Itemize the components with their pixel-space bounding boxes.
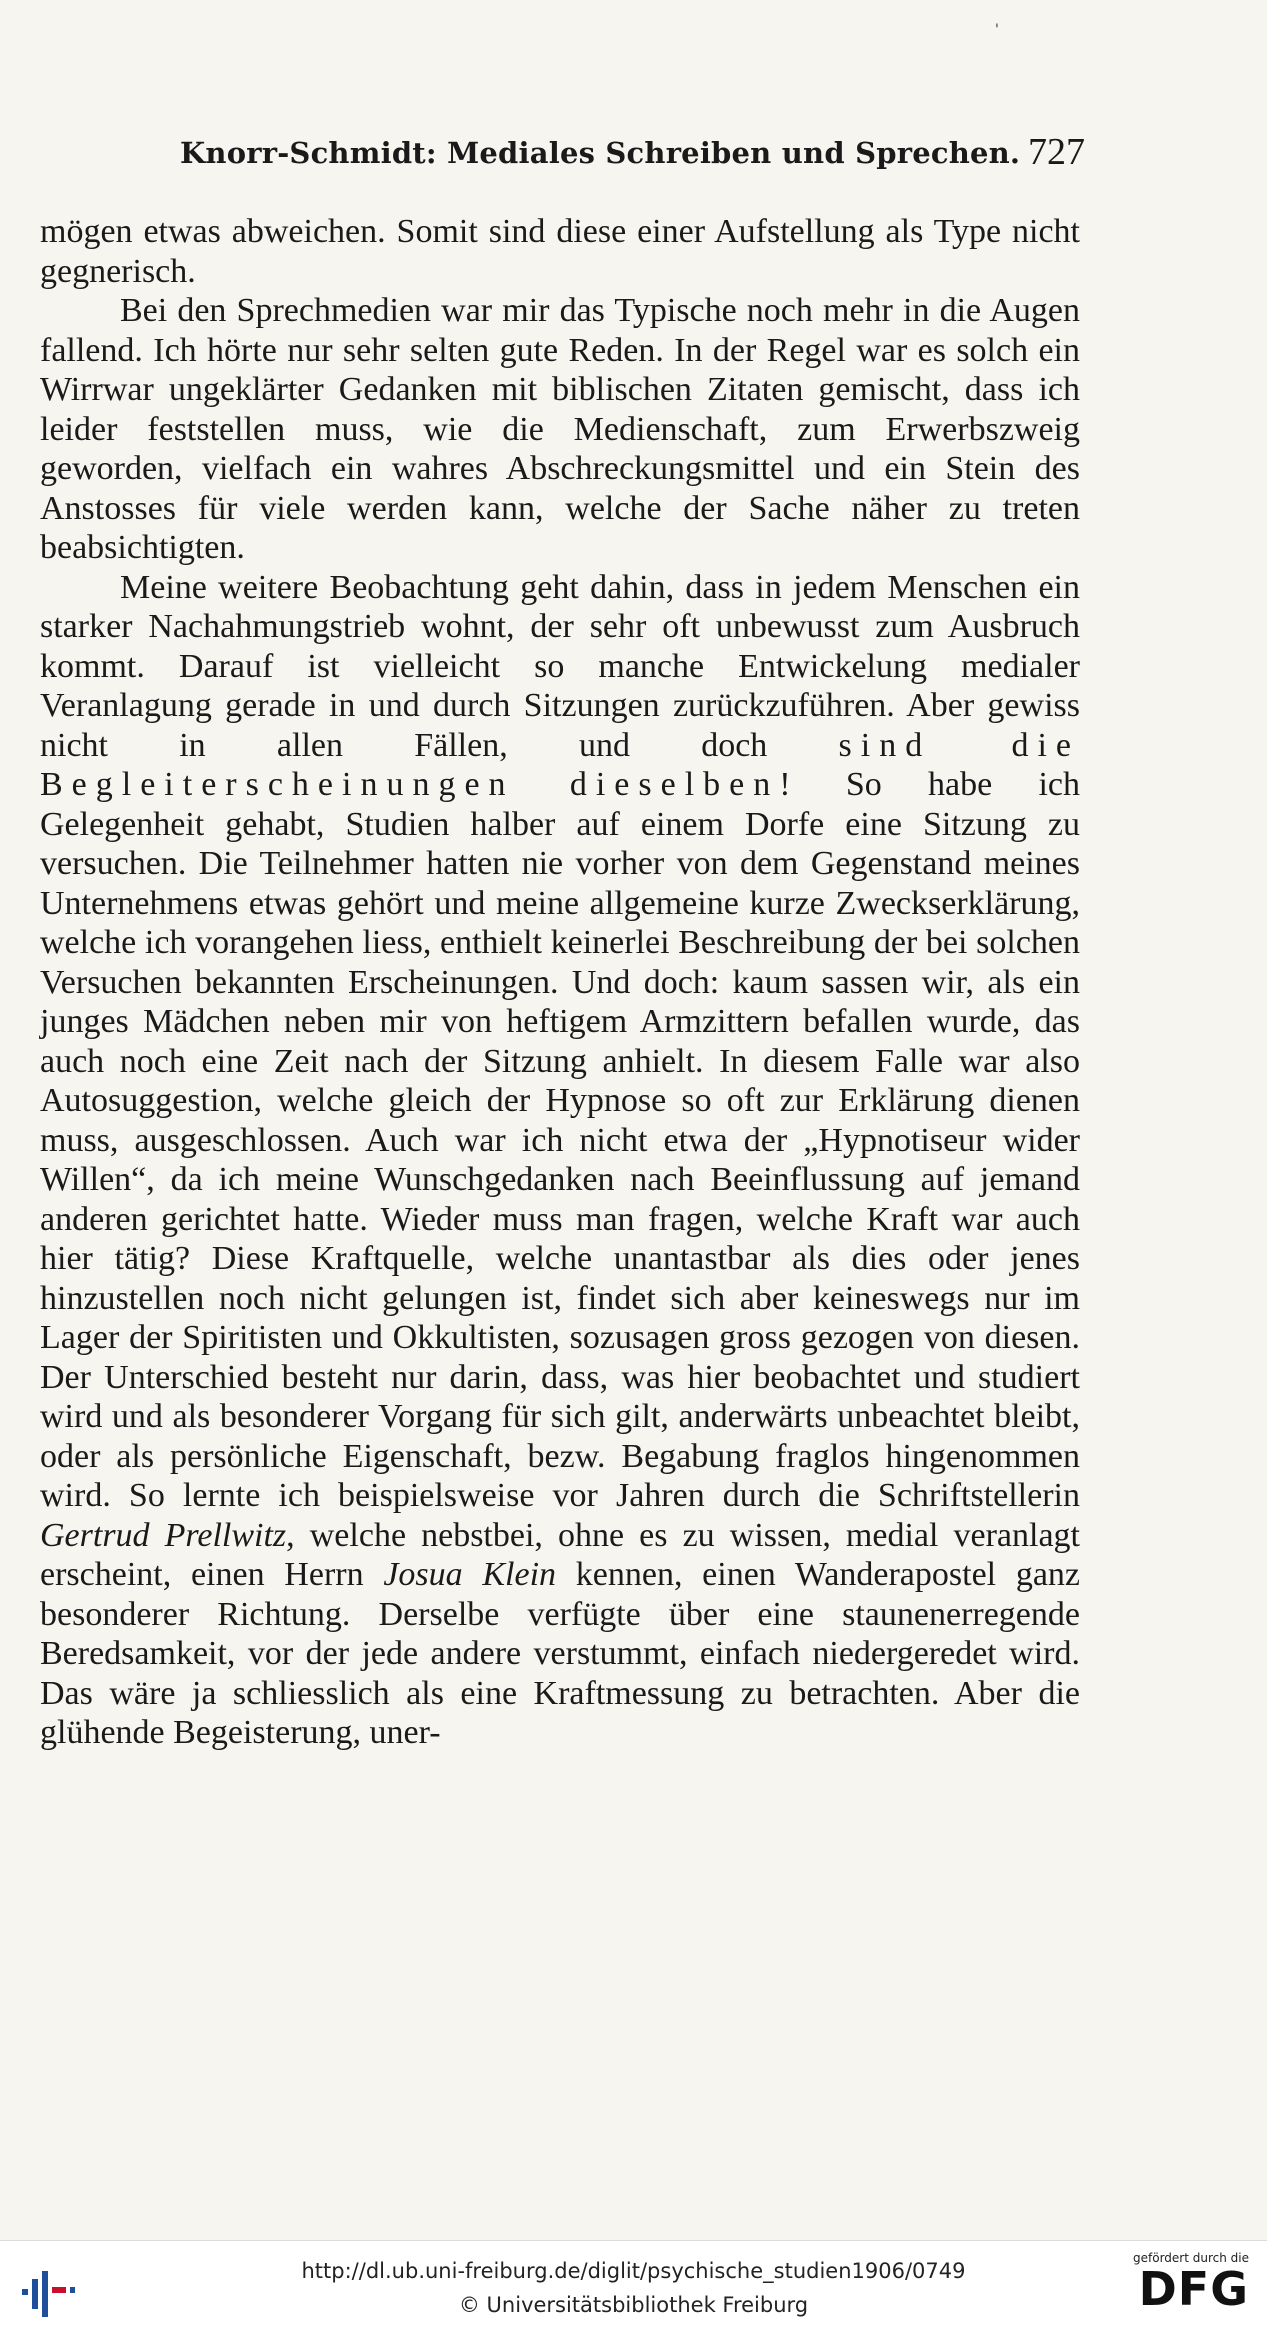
paragraph-3 xyxy=(40,568,1080,1753)
paragraph-3-part-c: , welche nebstbei, ohne es zu wissen, medial veranlagt erscheint, einen Herrn xyxy=(40,1516,1080,1593)
corner-mark: ' xyxy=(995,22,999,38)
funder-text: gefördert durch die xyxy=(1133,2251,1249,2265)
page-number: 727 xyxy=(1028,131,1085,173)
funder-block xyxy=(1114,2251,1249,2326)
footer-url-link[interactable]: http://dl.ub.uni-freiburg.de/diglit/psychische_studien1906/0749 xyxy=(301,2259,966,2283)
footer-copyright: © Universitätsbibliothek Freiburg xyxy=(458,2293,809,2317)
paragraph-1: mögen etwas abweichen. Somit sind diese einer Aufstellung als Type nicht gegnerisch. xyxy=(40,213,1080,290)
body-text xyxy=(40,212,1080,1753)
spaced-emphasis: sind die Begleiterscheinungen dieselben! xyxy=(40,726,1081,803)
running-header xyxy=(180,130,1085,180)
paragraph-3-part-a: Meine weitere Beobachtung geht dahin, dass in jedem Menschen ein starker Nachahmungstrieb wohnt, der sehr oft unbewusst zum Ausbruch kommt. Darauf ist vielleicht so manche Entwickelung medialer Veranlagung gerade in und durch Sitzungen zurückzuführen. Aber gewiss nicht in allen Fällen, und doch xyxy=(40,568,1080,764)
paragraph-2: Bei den Sprechmedien war mir das Typische noch mehr in die Augen fallend. Ich hörte nur sehr selten gute Reden. In der Regel war es solch ein Wirrwar ungeklärter Gedanken mit biblischen Zitaten gemischt, dass ich leider feststellen muss, wie die Medienschaft, zum Erwerbszweig geworden, vielfach ein wahres Abschreckungsmittel und ein Stein des Anstosses für viele werden kann, welche der Sache näher zu treten beabsichtigten. xyxy=(40,292,1080,566)
person-name-klein: Josua Klein xyxy=(383,1556,557,1593)
dfg-logo-icon: DFG xyxy=(1138,2262,1249,2316)
paragraph-3-part-d: kennen, einen Wanderapostel ganz besonderer Richtung. Derselbe verfügte über eine staunenerregende Beredsamkeit, vor der jede andere verstummt, einfach niedergeredet wird. Das wäre ja schliesslich als eine Kraftmessung zu betrachten. Aber die glühende Begeisterung, uner- xyxy=(40,1556,1081,1751)
footer-bar xyxy=(0,2240,1267,2331)
paragraph-3-part-b: So habe ich Gelegenheit gehabt, Studien halber auf einem Dorfe eine Sitzung zu versuchen. Die Teilnehmer hatten nie vorher von dem Gegenstand meines Unternehmens etwas gehört und meine allgemeine kurze Zweckserklärung, welche ich vorangehen liess, enthielt keinerlei Beschreibung der bei solchen Versuchen bekannten Erscheinungen. Und doch: kaum sassen wir, als ein junges Mädchen neben mir von heftigem Armzittern befallen wurde, das auch noch eine Zeit nach der Sitzung anhielt. In diesem Falle war also Autosuggestion, welche gleich der Hypnose so oft zur Erklärung dienen muss, ausgeschlossen. Auch war ich nicht etwa der „Hypnotiseur wider Willen“, da ich meine Wunschgedanken nach Beeinflussung auf jemand anderen gerichtet hatte. Wieder muss man fragen, welche Kraft war auch hier tätig? Diese Kraftquelle, welche unantastbar als dies oder jenes hinzustellen noch nicht gelungen ist, findet sich aber keineswegs nur im Lager der Spiritisten und Okkultisten, sozusagen gross gezogen von diesen. Der Unterschied besteht nur darin, dass, was hier beobachtet und studiert wird und als besonderer Vorgang für sich gilt, anderwärts unbeachtet bleibt, oder als persönliche Eigenschaft, bezw. Begabung fraglos hingenommen wird. So lernte ich beispielsweise vor Jahren durch die Schriftstellerin xyxy=(40,766,1080,1514)
header-title: Knorr-Schmidt: Mediales Schreiben und Sprechen. xyxy=(180,136,1021,170)
person-name-prellwitz: Gertrud Prellwitz xyxy=(40,1516,287,1554)
